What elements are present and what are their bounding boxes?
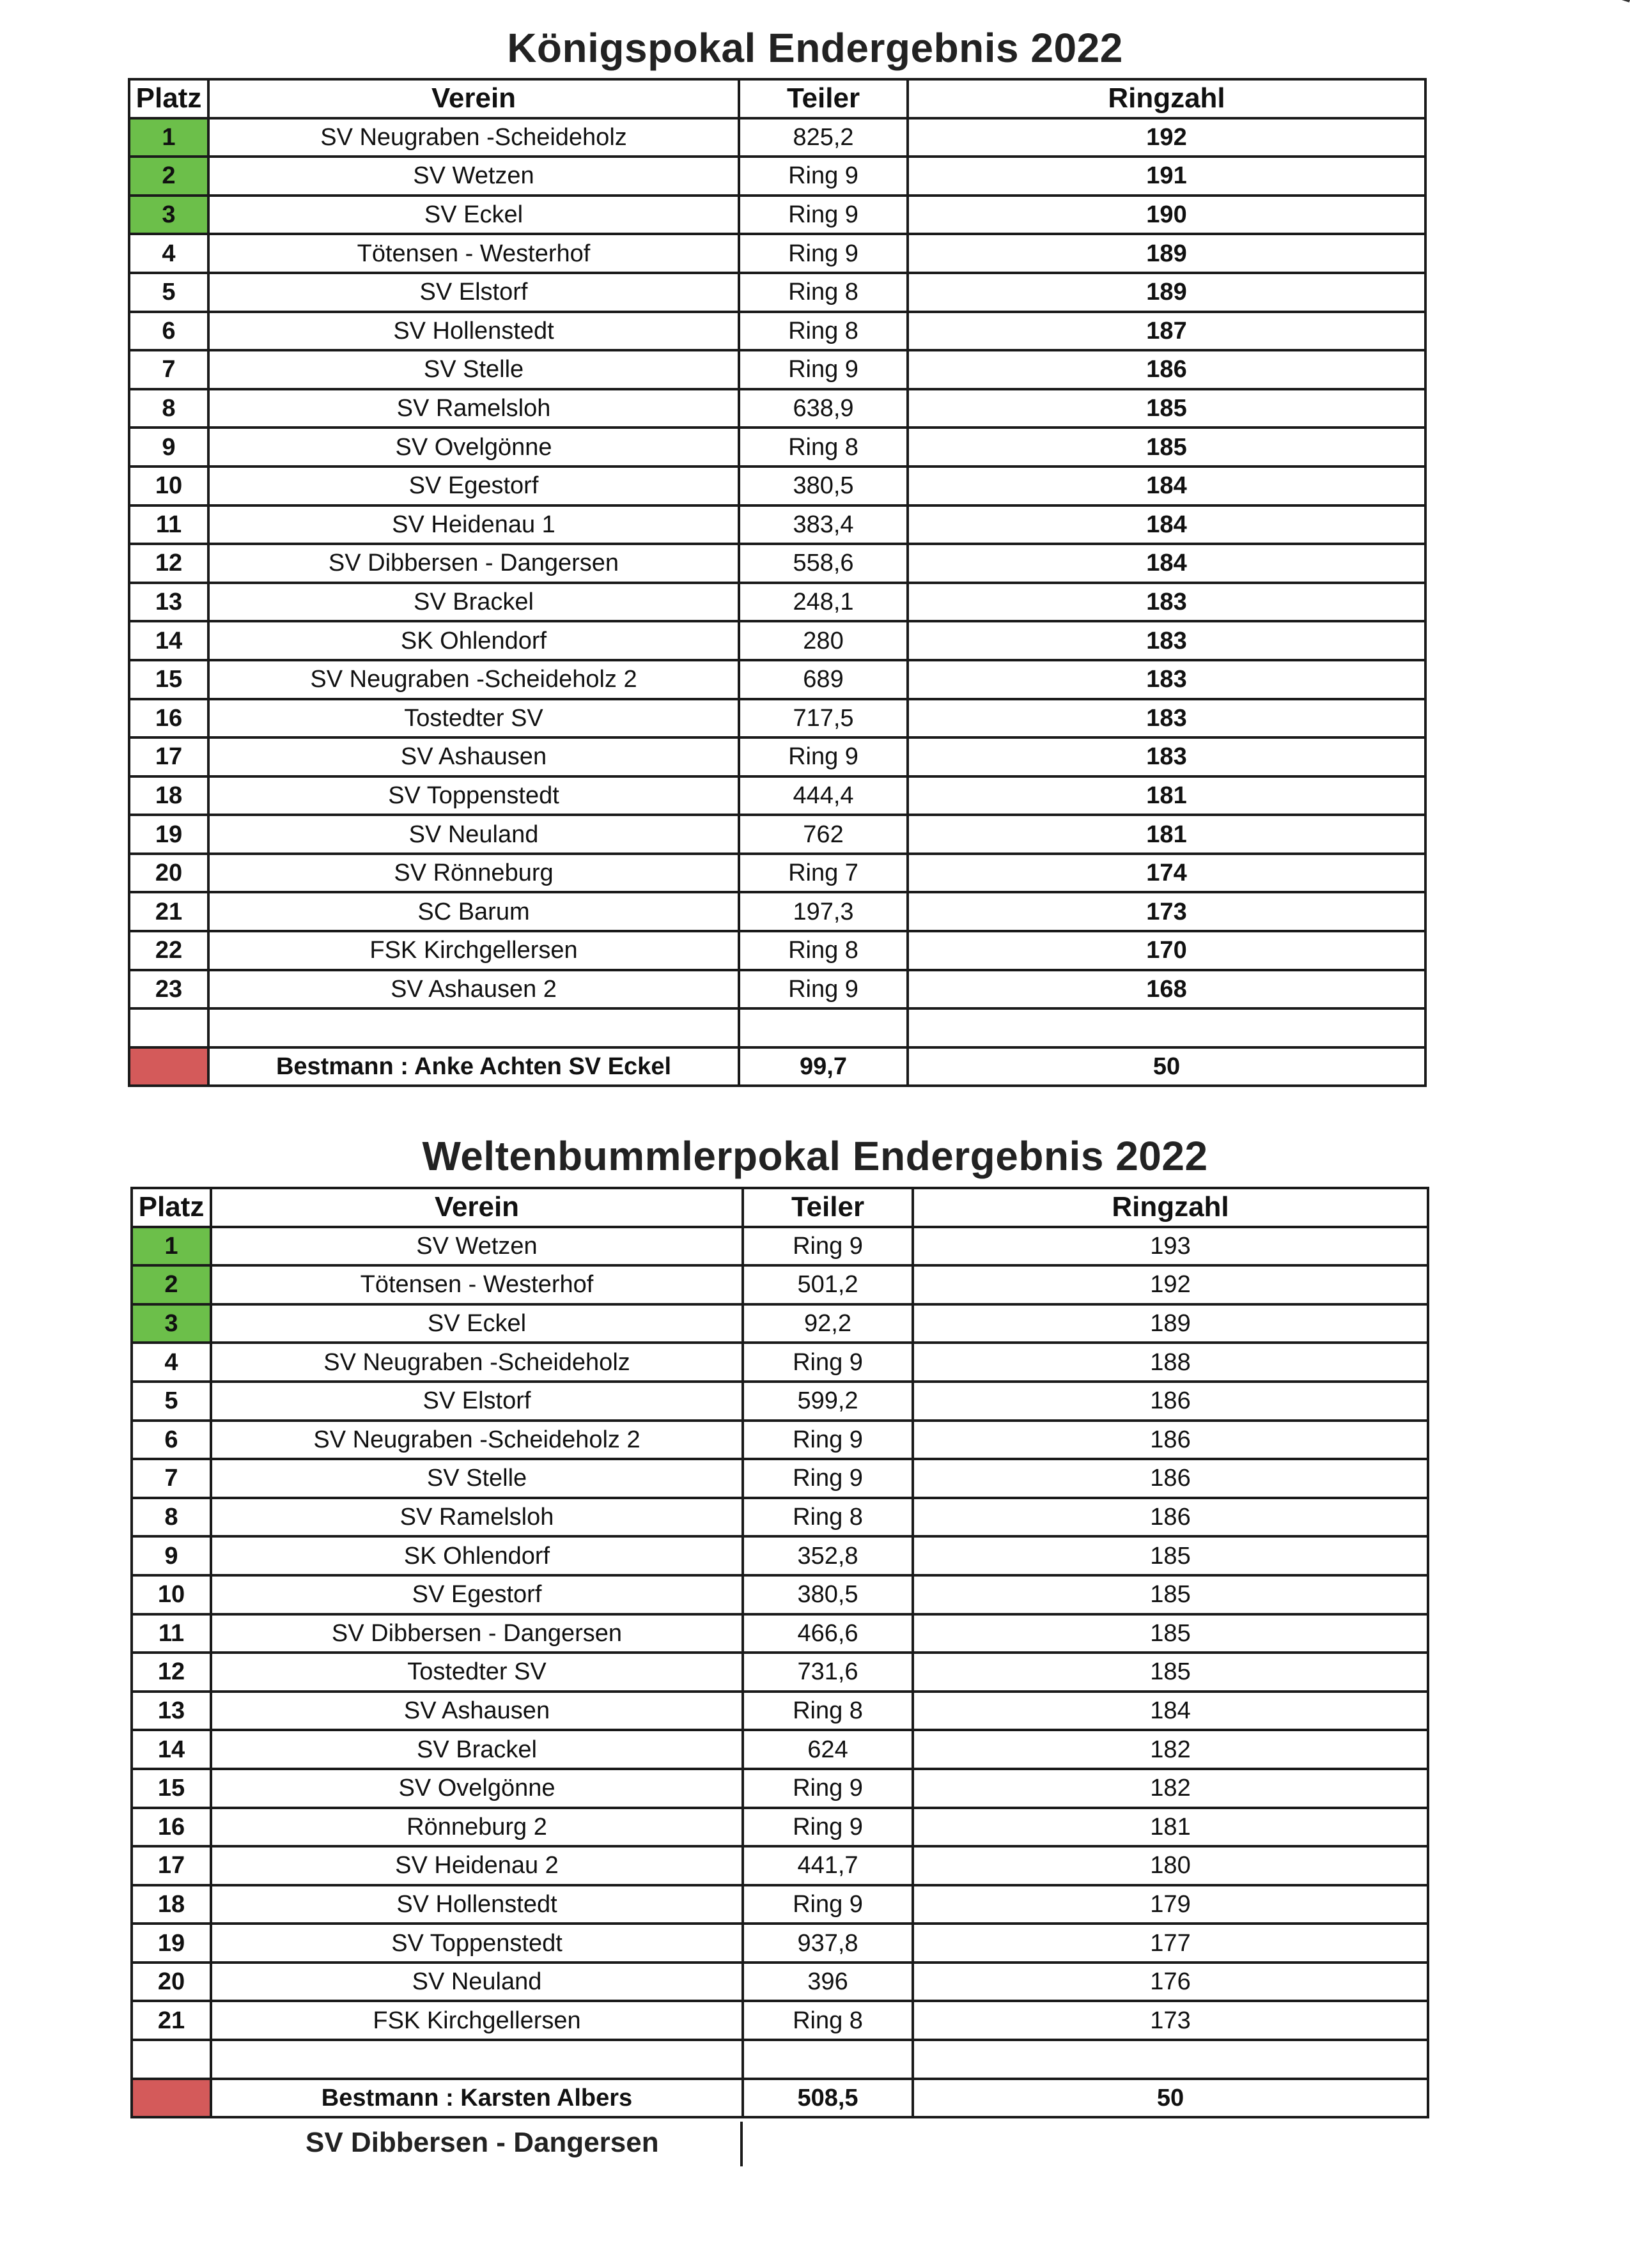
verein-cell: SV Ovelgönne [208,428,739,467]
table-row [129,350,1425,389]
platz-cell: 20 [129,854,208,893]
verein-cell: FSK Kirchgellersen [211,2001,743,2040]
ringzahl-cell: 181 [908,815,1425,854]
platz-cell: 7 [129,350,208,389]
welten-table [130,1187,1429,2118]
table-row [132,1963,1428,2002]
header-ringzahl: Ringzahl [908,79,1425,118]
header-platz: Platz [132,1188,211,1227]
ringzahl-cell: 177 [913,1924,1428,1963]
platz-cell: 4 [129,234,208,273]
platz-cell: 16 [129,699,208,738]
teiler-cell: Ring 9 [743,1459,913,1498]
bestmann-label: Bestmann : Karsten Albers [211,2079,743,2118]
teiler-cell: 380,5 [743,1575,913,1614]
ringzahl-cell: 189 [913,1304,1428,1343]
teiler-cell: Ring 8 [739,312,908,351]
platz-cell: 13 [129,583,208,622]
table-row [129,118,1425,157]
teiler-cell: Ring 9 [743,1885,913,1924]
verein-cell: SV Stelle [211,1459,743,1498]
platz-cell: 17 [129,737,208,776]
platz-cell: 20 [132,1963,211,2002]
verein-cell: SV Wetzen [208,157,739,196]
ringzahl-cell: 189 [908,234,1425,273]
teiler-cell: Ring 9 [739,970,908,1009]
ringzahl-cell: 179 [913,1885,1428,1924]
teiler-cell: Ring 8 [743,1498,913,1537]
table-row [129,428,1425,467]
verein-cell: SV Heidenau 2 [211,1846,743,1885]
ringzahl-cell: 193 [913,1227,1428,1266]
ringzahl-cell: 183 [908,699,1425,738]
teiler-cell: Ring 8 [743,2001,913,2040]
verein-cell: SV Dibbersen - Dangersen [208,544,739,583]
teiler-cell: Ring 9 [743,1227,913,1266]
table-row [129,312,1425,351]
verein-cell: SV Neugraben -Scheideholz [208,118,739,157]
teiler-cell: 280 [739,621,908,660]
table-row [129,389,1425,428]
teiler-cell: 937,8 [743,1924,913,1963]
ringzahl-cell: 185 [913,1536,1428,1575]
teiler-cell: 466,6 [743,1614,913,1653]
table-row [132,1730,1428,1769]
platz-cell: 7 [132,1459,211,1498]
ringzahl-cell: 176 [913,1963,1428,2002]
verein-cell: SV Heidenau 1 [208,505,739,544]
teiler-cell: 441,7 [743,1846,913,1885]
teiler-cell: 396 [743,1963,913,2002]
teiler-column-extension [740,2122,743,2166]
table-row [129,196,1425,235]
header-verein: Verein [211,1188,743,1227]
teiler-cell: Ring 9 [739,737,908,776]
table-row [132,1924,1428,1963]
verein-cell: SV Ashausen [211,1692,743,1731]
ringzahl-cell: 170 [908,931,1425,970]
teiler-cell: 638,9 [739,389,908,428]
table-row [132,1382,1428,1421]
teiler-cell: Ring 9 [739,350,908,389]
platz-cell: 6 [132,1421,211,1460]
platz-cell: 13 [132,1692,211,1731]
bestmann-teiler: 99,7 [739,1047,908,1086]
table-row [129,234,1425,273]
ringzahl-cell: 183 [908,583,1425,622]
verein-cell: SV Wetzen [211,1227,743,1266]
koenig-title: Königspokal Endergebnis 2022 [507,25,1123,71]
ringzahl-cell: 185 [908,389,1425,428]
verein-cell: SV Egestorf [211,1575,743,1614]
platz-cell: 1 [129,118,208,157]
verein-cell: Tostedter SV [208,699,739,738]
teiler-cell: 444,4 [739,776,908,815]
teiler-cell: Ring 9 [743,1808,913,1847]
platz-cell: 12 [129,544,208,583]
header-teiler: Teiler [739,79,908,118]
platz-cell: 14 [129,621,208,660]
table-row [129,815,1425,854]
teiler-cell: Ring 9 [739,196,908,235]
table-row [132,1343,1428,1382]
ringzahl-cell: 184 [913,1692,1428,1731]
platz-cell: 1 [132,1227,211,1266]
verein-cell: Tötensen - Westerhof [208,234,739,273]
platz-cell: 23 [129,970,208,1009]
platz-cell: 19 [132,1924,211,1963]
table-row [129,931,1425,970]
ringzahl-cell: 168 [908,970,1425,1009]
platz-cell: 3 [132,1304,211,1343]
ringzahl-cell: 186 [908,350,1425,389]
table-row [132,2001,1428,2040]
platz-cell: 6 [129,312,208,351]
ringzahl-cell: 186 [913,1421,1428,1460]
ringzahl-cell: 186 [913,1382,1428,1421]
welten-empty-row [132,2040,1428,2079]
ringzahl-cell: 189 [908,273,1425,312]
platz-cell: 5 [129,273,208,312]
platz-cell: 3 [129,196,208,235]
bestmann-label: Bestmann : Anke Achten SV Eckel [208,1047,739,1086]
welten-bestmann-row [132,2079,1428,2118]
table-row [129,273,1425,312]
verein-cell: SV Toppenstedt [208,776,739,815]
ringzahl-cell: 185 [913,1575,1428,1614]
verein-cell: SV Elstorf [211,1382,743,1421]
welten-header-row [132,1188,1428,1227]
verein-cell: SV Brackel [208,583,739,622]
verein-cell: SV Brackel [211,1730,743,1769]
table-row [129,467,1425,505]
table-row [129,157,1425,196]
table-row [129,621,1425,660]
verein-cell: Tostedter SV [211,1653,743,1692]
teiler-cell: 558,6 [739,544,908,583]
table-row [129,776,1425,815]
ringzahl-cell: 173 [908,892,1425,931]
table-row [132,1575,1428,1614]
ringzahl-cell: 184 [908,505,1425,544]
bestmann-club: SV Dibbersen - Dangersen [306,2127,659,2158]
ringzahl-cell: 188 [913,1343,1428,1382]
teiler-cell: Ring 8 [743,1692,913,1731]
bestmann-teiler: 508,5 [743,2079,913,2118]
platz-cell: 15 [129,660,208,699]
verein-cell: SV Eckel [211,1304,743,1343]
verein-cell: SV Ovelgönne [211,1769,743,1808]
platz-cell: 11 [129,505,208,544]
platz-cell: 4 [132,1343,211,1382]
table-row [132,1304,1428,1343]
verein-cell: SV Eckel [208,196,739,235]
ringzahl-cell: 190 [908,196,1425,235]
teiler-cell: 380,5 [739,467,908,505]
platz-cell: 21 [132,2001,211,2040]
welten-title: Weltenbummlerpokal Endergebnis 2022 [422,1133,1208,1179]
teiler-cell: Ring 9 [739,157,908,196]
ringzahl-cell: 184 [908,467,1425,505]
platz-cell: 9 [129,428,208,467]
teiler-cell: 624 [743,1730,913,1769]
verein-cell: SV Ramelsloh [208,389,739,428]
teiler-cell: 731,6 [743,1653,913,1692]
table-row [129,737,1425,776]
teiler-cell: Ring 9 [739,234,908,273]
ringzahl-cell: 182 [913,1730,1428,1769]
ringzahl-cell: 184 [908,544,1425,583]
ringzahl-cell: 191 [908,157,1425,196]
teiler-cell: Ring 9 [743,1769,913,1808]
platz-cell: 2 [129,157,208,196]
teiler-cell: 689 [739,660,908,699]
teiler-cell: Ring 7 [739,854,908,893]
platz-cell: 11 [132,1614,211,1653]
verein-cell: SC Barum [208,892,739,931]
teiler-cell: Ring 9 [743,1343,913,1382]
verein-cell: SV Stelle [208,350,739,389]
table-row [132,1421,1428,1460]
table-row [129,660,1425,699]
teiler-cell: 717,5 [739,699,908,738]
ringzahl-cell: 185 [913,1653,1428,1692]
verein-cell: SV Ramelsloh [211,1498,743,1537]
verein-cell: SV Neugraben -Scheideholz [211,1343,743,1382]
platz-cell: 21 [129,892,208,931]
verein-cell: SV Dibbersen - Dangersen [211,1614,743,1653]
verein-cell: SV Rönneburg [208,854,739,893]
table-row [129,970,1425,1009]
teiler-cell: 248,1 [739,583,908,622]
table-row [129,854,1425,893]
table-row [132,1653,1428,1692]
teiler-cell: 197,3 [739,892,908,931]
table-row [132,1459,1428,1498]
table-row [129,544,1425,583]
table-row [129,699,1425,738]
ringzahl-cell: 183 [908,621,1425,660]
ringzahl-cell: 183 [908,660,1425,699]
platz-cell: 14 [132,1730,211,1769]
koenig-bestmann-row [129,1047,1425,1086]
ringzahl-cell: 181 [908,776,1425,815]
teiler-cell: Ring 8 [739,931,908,970]
teiler-cell: 599,2 [743,1382,913,1421]
table-row [129,583,1425,622]
koenig-table [128,78,1427,1087]
verein-cell: SV Neuland [208,815,739,854]
platz-cell: 18 [129,776,208,815]
koenig-header-row [129,79,1425,118]
platz-cell: 16 [132,1808,211,1847]
teiler-cell: 383,4 [739,505,908,544]
bestmann-marker [132,2079,211,2118]
ringzahl-cell: 182 [913,1769,1428,1808]
verein-cell: FSK Kirchgellersen [208,931,739,970]
verein-cell: Rönneburg 2 [211,1808,743,1847]
verein-cell: SK Ohlendorf [208,621,739,660]
table-row [132,1265,1428,1304]
platz-cell: 8 [132,1498,211,1537]
verein-cell: SV Neugraben -Scheideholz 2 [208,660,739,699]
teiler-cell: 825,2 [739,118,908,157]
verein-cell: SV Ashausen 2 [208,970,739,1009]
platz-cell: 18 [132,1885,211,1924]
verein-cell: SV Hollenstedt [208,312,739,351]
bestmann-ringzahl: 50 [908,1047,1425,1086]
verein-cell: SV Elstorf [208,273,739,312]
verein-cell: SV Egestorf [208,467,739,505]
table-row [132,1227,1428,1266]
platz-cell: 12 [132,1653,211,1692]
teiler-cell: 352,8 [743,1536,913,1575]
table-row [129,505,1425,544]
platz-cell: 22 [129,931,208,970]
teiler-cell: 92,2 [743,1304,913,1343]
platz-cell: 9 [132,1536,211,1575]
teiler-cell: 501,2 [743,1265,913,1304]
table-row [132,1885,1428,1924]
platz-cell: 2 [132,1265,211,1304]
koenig-empty-row [129,1008,1425,1047]
platz-cell: 10 [132,1575,211,1614]
ringzahl-cell: 183 [908,737,1425,776]
bestmann-marker [129,1047,208,1086]
ringzahl-cell: 192 [908,118,1425,157]
platz-cell: 15 [132,1769,211,1808]
header-teiler: Teiler [743,1188,913,1227]
ringzahl-cell: 180 [913,1846,1428,1885]
ringzahl-cell: 186 [913,1498,1428,1537]
ringzahl-cell: 174 [908,854,1425,893]
verein-cell: SK Ohlendorf [211,1536,743,1575]
table-row [132,1536,1428,1575]
table-row [129,892,1425,931]
teiler-cell: Ring 8 [739,428,908,467]
verein-cell: SV Neuland [211,1963,743,2002]
table-row [132,1846,1428,1885]
teiler-cell: Ring 9 [743,1421,913,1460]
verein-cell: SV Neugraben -Scheideholz 2 [211,1421,743,1460]
platz-cell: 19 [129,815,208,854]
table-row [132,1498,1428,1537]
ringzahl-cell: 173 [913,2001,1428,2040]
verein-cell: SV Hollenstedt [211,1885,743,1924]
teiler-cell: Ring 8 [739,273,908,312]
ringzahl-cell: 187 [908,312,1425,351]
platz-cell: 17 [132,1846,211,1885]
table-row [132,1614,1428,1653]
bestmann-ringzahl: 50 [913,2079,1428,2118]
ringzahl-cell: 181 [913,1808,1428,1847]
table-row [132,1692,1428,1731]
ringzahl-cell: 185 [913,1614,1428,1653]
ringzahl-cell: 186 [913,1459,1428,1498]
verein-cell: SV Ashausen [208,737,739,776]
verein-cell: SV Toppenstedt [211,1924,743,1963]
table-row [132,1769,1428,1808]
teiler-cell: 762 [739,815,908,854]
header-ringzahl: Ringzahl [913,1188,1428,1227]
scan-corner-mark [1569,0,1630,20]
table-row [132,1808,1428,1847]
header-verein: Verein [208,79,739,118]
header-platz: Platz [129,79,208,118]
ringzahl-cell: 185 [908,428,1425,467]
platz-cell: 8 [129,389,208,428]
ringzahl-cell: 192 [913,1265,1428,1304]
verein-cell: Tötensen - Westerhof [211,1265,743,1304]
platz-cell: 5 [132,1382,211,1421]
platz-cell: 10 [129,467,208,505]
